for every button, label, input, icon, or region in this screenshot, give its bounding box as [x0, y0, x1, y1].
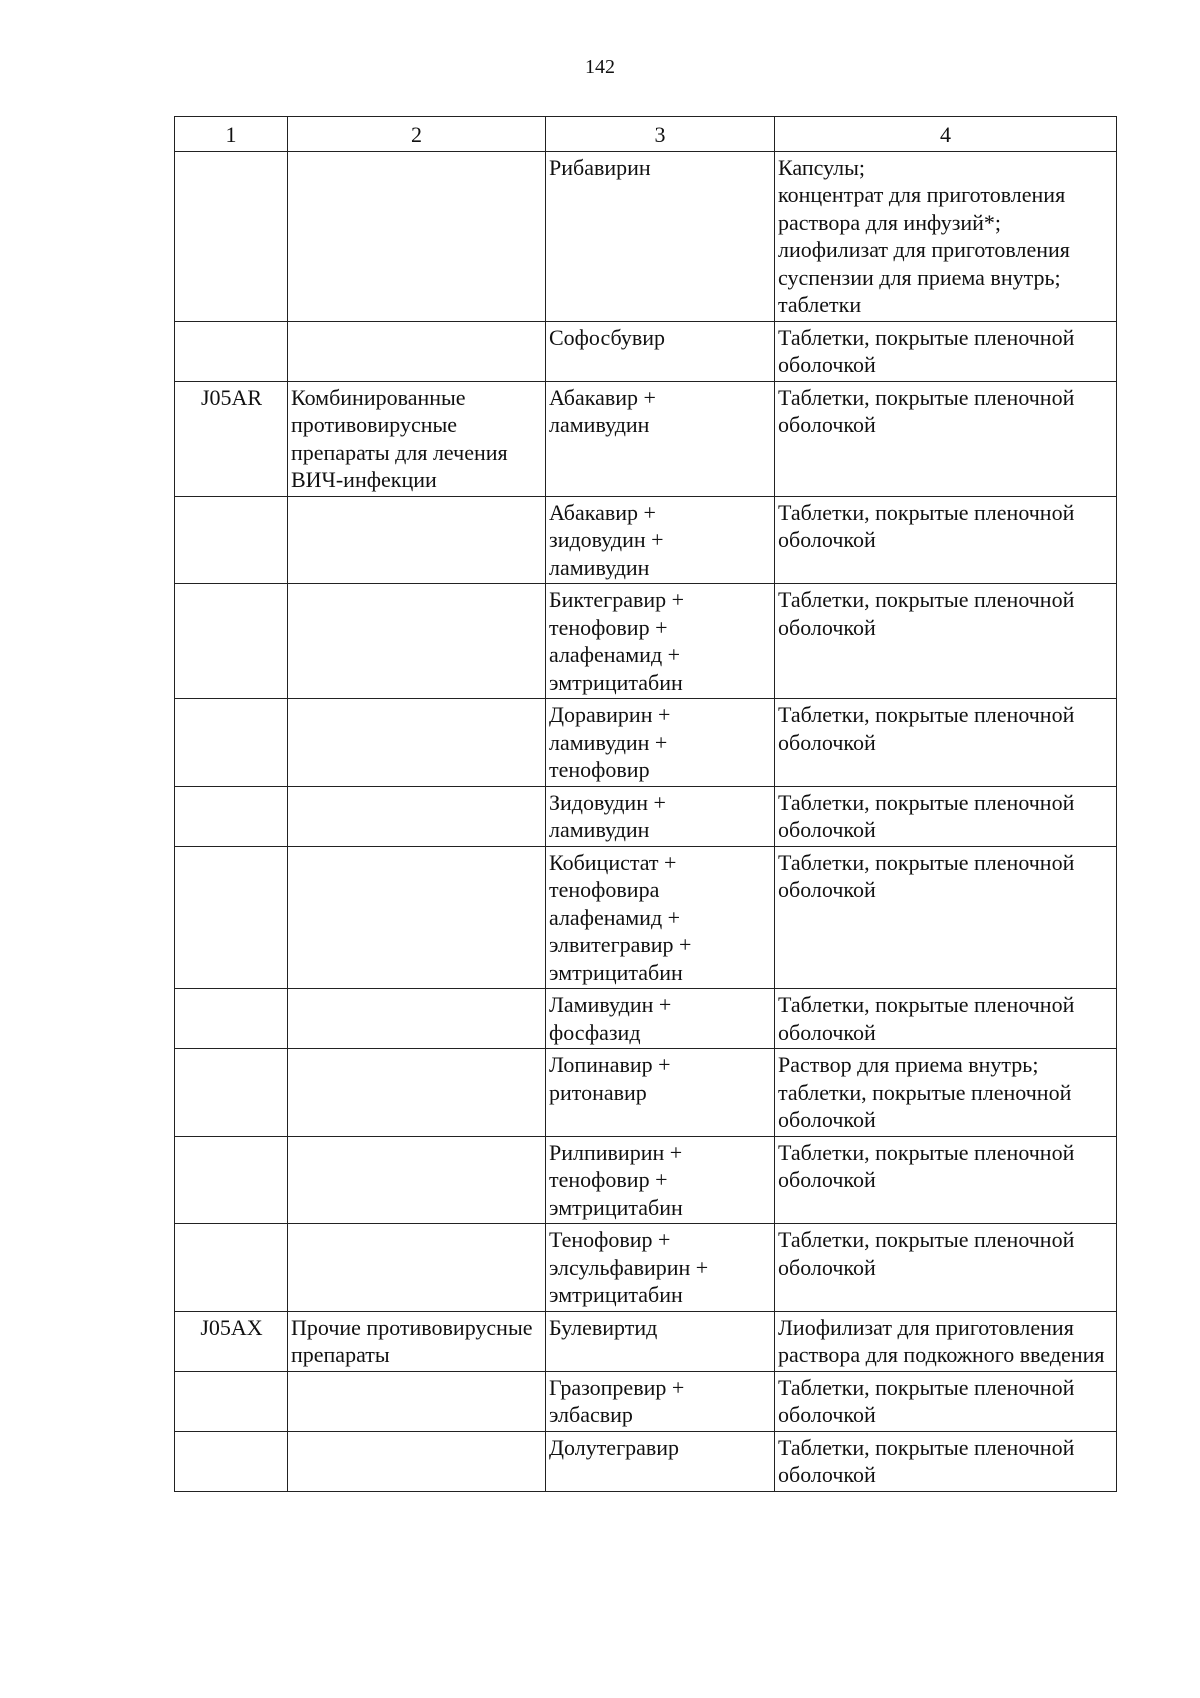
table-row [175, 1049, 1117, 1137]
dosage-form-cell: Раствор для приема внутрь; таблетки, покрытые пленочной оболочкой [775, 1049, 1117, 1137]
group-name-cell [288, 989, 546, 1049]
dosage-form-cell: Таблетки, покрытые пленочной оболочкой [775, 1136, 1117, 1224]
table-row [175, 1431, 1117, 1491]
drug-name-cell: Тенофовир + элсульфавирин + эмтрицитабин [546, 1224, 775, 1312]
header-col-1: 1 [175, 117, 288, 152]
atc-code-cell [175, 1371, 288, 1431]
atc-code-cell [175, 989, 288, 1049]
dosage-form-cell: Таблетки, покрытые пленочной оболочкой [775, 1431, 1117, 1491]
atc-code-cell: J05AX [175, 1311, 288, 1371]
table-row [175, 151, 1117, 321]
table-row [175, 699, 1117, 787]
dosage-form-cell: Капсулы; концентрат для приготовления раствора для инфузий*; лиофилизат для приготовления суспензии для приема внутрь; таблетки [775, 151, 1117, 321]
dosage-form-cell: Таблетки, покрытые пленочной оболочкой [775, 846, 1117, 989]
group-name-cell [288, 699, 546, 787]
drug-name-cell: Абакавир + ламивудин [546, 381, 775, 496]
group-name-cell [288, 151, 546, 321]
table-body [175, 151, 1117, 1491]
table-row [175, 496, 1117, 584]
table-row [175, 846, 1117, 989]
header-col-3: 3 [546, 117, 775, 152]
drug-name-cell: Лопинавир + ритонавир [546, 1049, 775, 1137]
table-row [175, 1224, 1117, 1312]
drug-name-cell: Ламивудин + фосфазид [546, 989, 775, 1049]
group-name-cell [288, 1371, 546, 1431]
drug-name-cell: Рибавирин [546, 151, 775, 321]
table-row [175, 321, 1117, 381]
dosage-form-cell: Таблетки, покрытые пленочной оболочкой [775, 989, 1117, 1049]
group-name-cell [288, 1049, 546, 1137]
dosage-form-cell: Таблетки, покрытые пленочной оболочкой [775, 584, 1117, 699]
atc-code-cell [175, 321, 288, 381]
atc-code-cell [175, 1224, 288, 1312]
dosage-form-cell: Таблетки, покрытые пленочной оболочкой [775, 786, 1117, 846]
dosage-form-cell: Таблетки, покрытые пленочной оболочкой [775, 381, 1117, 496]
drug-name-cell: Рилпивирин + тенофовир + эмтрицитабин [546, 1136, 775, 1224]
group-name-cell: Комбинированные противовирусные препараты для лечения ВИЧ-инфекции [288, 381, 546, 496]
table-row [175, 786, 1117, 846]
table-header [175, 117, 1117, 152]
header-row [175, 117, 1117, 152]
group-name-cell [288, 846, 546, 989]
table-row [175, 381, 1117, 496]
drug-table [174, 116, 1117, 1492]
table-row [175, 584, 1117, 699]
atc-code-cell [175, 786, 288, 846]
drug-name-cell: Кобицистат + тенофовира алафенамид + элвитегравир + эмтрицитабин [546, 846, 775, 989]
atc-code-cell [175, 496, 288, 584]
atc-code-cell [175, 846, 288, 989]
atc-code-cell [175, 151, 288, 321]
drug-name-cell: Булевиртид [546, 1311, 775, 1371]
atc-code-cell [175, 1431, 288, 1491]
atc-code-cell [175, 584, 288, 699]
drug-name-cell: Доравирин + ламивудин + тенофовир [546, 699, 775, 787]
atc-code-cell: J05AR [175, 381, 288, 496]
page-number: 142 [585, 56, 615, 78]
drug-name-cell: Биктегравир + тенофовир + алафенамид + эмтрицитабин [546, 584, 775, 699]
drug-name-cell: Софосбувир [546, 321, 775, 381]
dosage-form-cell: Таблетки, покрытые пленочной оболочкой [775, 496, 1117, 584]
table-row [175, 1371, 1117, 1431]
atc-code-cell [175, 699, 288, 787]
dosage-form-cell: Таблетки, покрытые пленочной оболочкой [775, 321, 1117, 381]
dosage-form-cell: Лиофилизат для приготовления раствора для подкожного введения [775, 1311, 1117, 1371]
drug-name-cell: Зидовудин + ламивудин [546, 786, 775, 846]
group-name-cell [288, 786, 546, 846]
dosage-form-cell: Таблетки, покрытые пленочной оболочкой [775, 1371, 1117, 1431]
drug-name-cell: Абакавир + зидовудин + ламивудин [546, 496, 775, 584]
dosage-form-cell: Таблетки, покрытые пленочной оболочкой [775, 1224, 1117, 1312]
header-col-2: 2 [288, 117, 546, 152]
table-row [175, 1311, 1117, 1371]
table-row [175, 1136, 1117, 1224]
group-name-cell [288, 1431, 546, 1491]
header-col-4: 4 [775, 117, 1117, 152]
group-name-cell [288, 496, 546, 584]
group-name-cell [288, 1136, 546, 1224]
group-name-cell [288, 1224, 546, 1312]
group-name-cell [288, 321, 546, 381]
drug-name-cell: Гразопревир + элбасвир [546, 1371, 775, 1431]
table-row [175, 989, 1117, 1049]
atc-code-cell [175, 1049, 288, 1137]
group-name-cell: Прочие противовирусные препараты [288, 1311, 546, 1371]
drug-name-cell: Долутегравир [546, 1431, 775, 1491]
group-name-cell [288, 584, 546, 699]
dosage-form-cell: Таблетки, покрытые пленочной оболочкой [775, 699, 1117, 787]
atc-code-cell [175, 1136, 288, 1224]
